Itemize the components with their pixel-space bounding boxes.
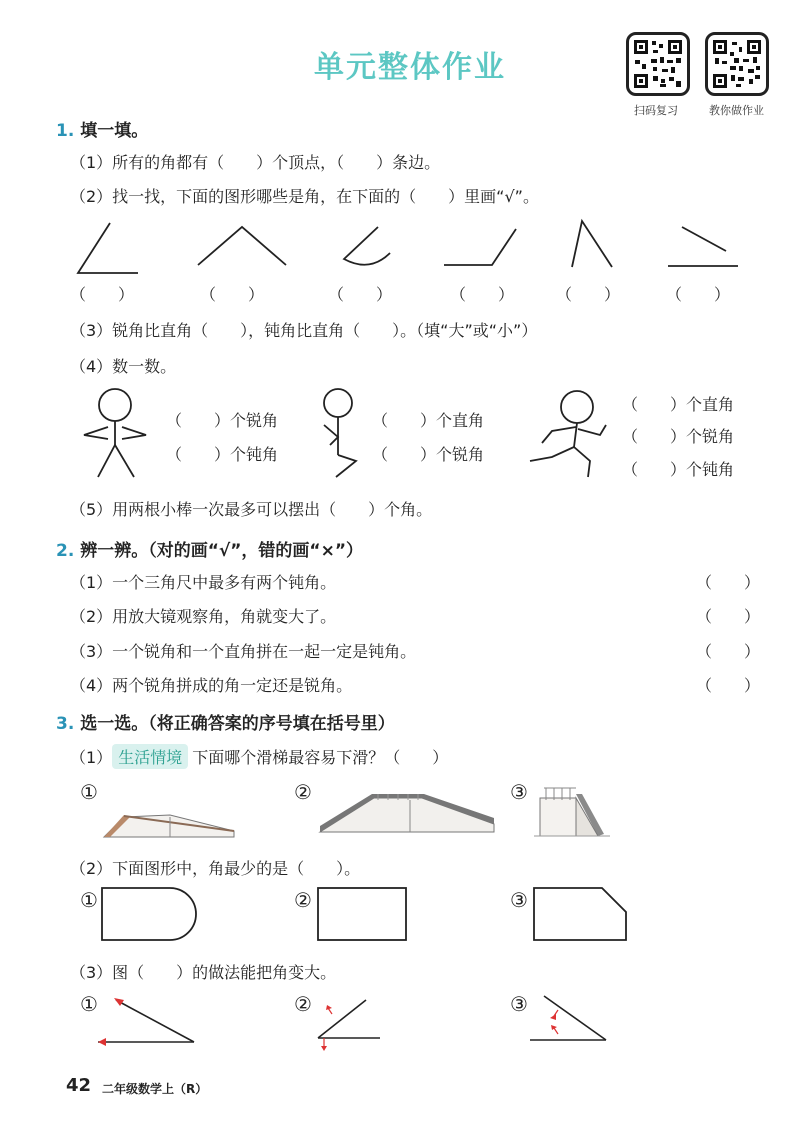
section-1-number: 1. <box>56 121 75 141</box>
option-1-label: ① <box>80 888 98 912</box>
question-1-4: （4）数一数。 <box>70 357 177 376</box>
angle-option-1-figure[interactable] <box>96 994 206 1050</box>
question-1-3: （3）锐角比直角（ ），钝角比直角（ ）。（填“大”或“小”） <box>70 321 538 340</box>
answer-blank-shape-1[interactable]: （ ） <box>70 285 135 304</box>
shape-1-angle <box>78 223 138 273</box>
stick-figure-3 <box>522 385 617 485</box>
judge-blank-4[interactable]: （ ） <box>696 676 761 695</box>
option-2-label: ② <box>294 780 312 804</box>
option-2-label: ② <box>294 992 312 1016</box>
angle-option-2-figure[interactable] <box>310 994 390 1054</box>
qr-caption-review: 扫码复习 <box>634 104 678 117</box>
slide-3-image[interactable] <box>532 780 612 840</box>
shape-6-line-a <box>682 227 726 251</box>
answer-blank-shape-5[interactable]: （ ） <box>556 285 621 304</box>
judge-blank-3[interactable]: （ ） <box>696 642 761 661</box>
figure-3-obtuse-count[interactable]: （ ）个钝角 <box>622 460 735 479</box>
question-3-1-prefix: （1） <box>70 748 113 767</box>
judge-blank-1[interactable]: （ ） <box>696 573 761 592</box>
judge-item-1: （1）一个三角尺中最多有两个钝角。 <box>70 573 337 592</box>
option-3-label: ③ <box>510 992 528 1016</box>
angle-shapes-figure <box>60 215 760 285</box>
qr-caption-homework: 教你做作业 <box>709 104 764 117</box>
judge-blank-2[interactable]: （ ） <box>696 607 761 626</box>
option-3-label: ③ <box>510 888 528 912</box>
question-1-1: （1）所有的角都有（ ）个顶点，（ ）条边。 <box>70 153 441 172</box>
section-1-heading <box>56 116 148 141</box>
section-1-title: 填一填。 <box>80 121 149 141</box>
answer-blank-shape-4[interactable]: （ ） <box>450 285 515 304</box>
slide-2-image[interactable] <box>318 790 496 836</box>
section-2-number: 2. <box>56 541 75 561</box>
section-2-heading <box>56 536 363 561</box>
answer-blank-shape-3[interactable]: （ ） <box>328 285 393 304</box>
angle-option-3-figure[interactable] <box>528 994 618 1044</box>
section-2-title: 辨一辨。（对的画“√”，错的画“×”） <box>80 541 363 561</box>
judge-item-2: （2）用放大镜观察角，角就变大了。 <box>70 607 337 626</box>
option-3-label: ③ <box>510 780 528 804</box>
shape-5-angle <box>572 221 612 267</box>
life-context-tag: 生活情境 <box>112 744 188 769</box>
question-3-1 <box>70 744 448 769</box>
question-3-2: （2）下面图形中，角最少的是（ ）。 <box>70 859 361 878</box>
judge-item-3: （3）一个锐角和一个直角拼在一起一定是钝角。 <box>70 642 417 661</box>
book-title: 二年级数学上（R） <box>102 1082 208 1096</box>
figure-2-right-count[interactable]: （ ）个直角 <box>372 411 485 430</box>
option-1-label: ① <box>80 780 98 804</box>
section-3-heading <box>56 709 395 734</box>
figure-1-obtuse-count[interactable]: （ ）个钝角 <box>166 445 279 464</box>
page-title: 单元整体作业 <box>314 50 506 85</box>
section-3-number: 3. <box>56 714 75 734</box>
question-1-5: （5）用两根小棒一次最多可以摆出（ ）个角。 <box>70 500 433 519</box>
shape-4-angle <box>444 229 516 265</box>
shape-2-angle <box>198 227 286 265</box>
figure-3-acute-count[interactable]: （ ）个锐角 <box>622 427 735 446</box>
shape-3-curved <box>344 227 390 265</box>
shape-option-2-rectangle[interactable] <box>316 886 408 942</box>
section-3-title: 选一选。（将正确答案的序号填在括号里） <box>80 714 395 734</box>
figure-1-acute-count[interactable]: （ ）个锐角 <box>166 411 279 430</box>
qr-code-icon <box>629 35 687 93</box>
question-1-2: （2）找一找，下面的图形哪些是角，在下面的（ ）里画“√”。 <box>70 187 539 206</box>
qr-code-homework[interactable] <box>705 32 769 96</box>
page-number: 42 <box>66 1075 92 1096</box>
question-3-1-text: 下面哪个滑梯最容易下滑？（ ） <box>192 748 449 767</box>
slide-1-image[interactable] <box>100 805 240 840</box>
stick-figure-1 <box>78 385 168 485</box>
option-2-label: ② <box>294 888 312 912</box>
figure-2-acute-count[interactable]: （ ）个锐角 <box>372 445 485 464</box>
stick-figure-2 <box>316 385 376 485</box>
qr-code-review[interactable] <box>626 32 690 96</box>
answer-blank-shape-2[interactable]: （ ） <box>200 285 265 304</box>
judge-item-4: （4）两个锐角拼成的角一定还是锐角。 <box>70 676 353 695</box>
question-3-3: （3）图（ ）的做法能把角变大。 <box>70 963 337 982</box>
answer-blank-shape-6[interactable]: （ ） <box>666 285 731 304</box>
option-1-label: ① <box>80 992 98 1016</box>
shape-option-3-pentagon[interactable] <box>532 886 630 942</box>
figure-3-right-count[interactable]: （ ）个直角 <box>622 395 735 414</box>
qr-code-icon <box>708 35 766 93</box>
shape-option-1-d-shape[interactable] <box>100 886 200 942</box>
